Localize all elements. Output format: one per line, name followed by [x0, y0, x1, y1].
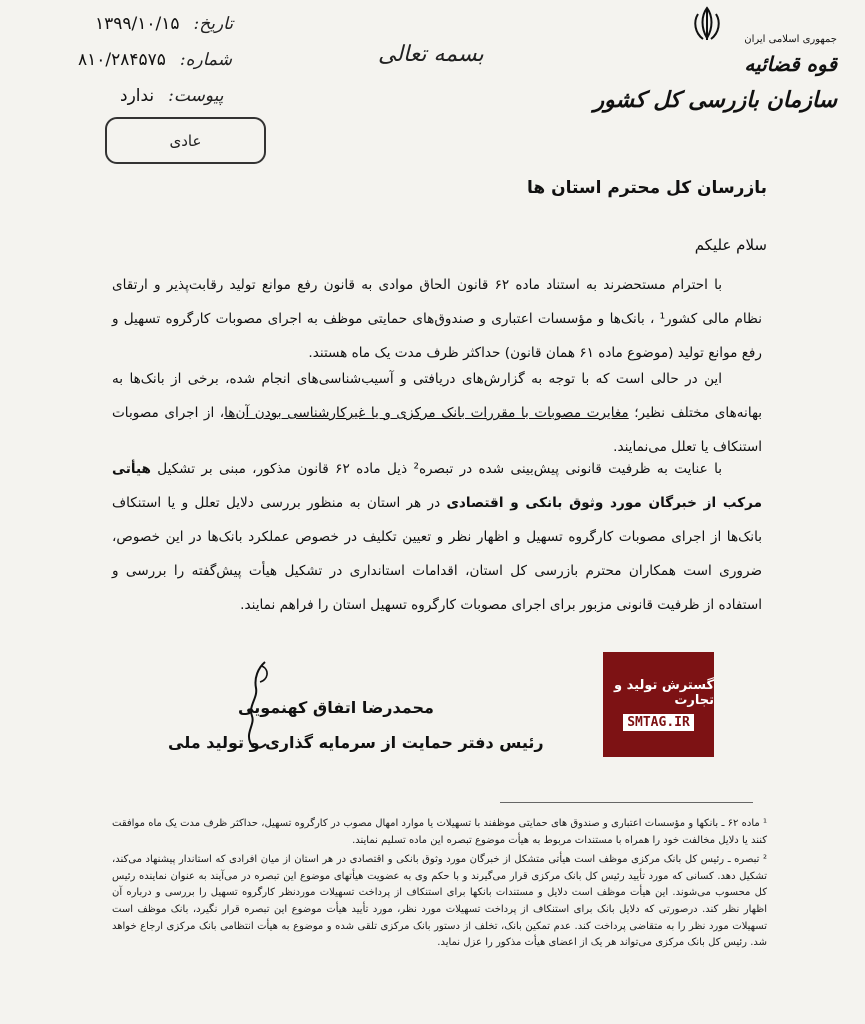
- paragraph-3: [112, 452, 762, 622]
- attachment-value: ندارد: [120, 86, 155, 106]
- paragraph-2: [112, 362, 762, 464]
- paragraph-3-bold: هیأتی مرکب از خبرگان مورد وثوق بانکی و اقتصادی: [112, 461, 762, 511]
- attachment-row: [120, 86, 223, 106]
- recipient: بازرسان کل محترم استان ها: [527, 178, 767, 198]
- footnotes: [112, 816, 767, 955]
- paragraph-3-start: با عنایت به ظرفیت قانونی پیش‌بینی شده در تبصره² ذیل ماده ۶۲ قانون مذکور، مبنی بر تشکیل: [150, 461, 722, 477]
- paragraph-3-end: در هر استان به منظور بررسی دلایل تعلل و یا استنکاف بانک‌ها از اجرای مصوبات کارگروه تسهیل و اظهار نظر و تعیین تکلیف در خصوص عملکرد بانک‌ها در این خصوص، ضروری است همکاران محترم بازرسی کل استان، اقدامات استانداری در تشکیل هیأت پیش‌گفته را بررسی و استفاده از ظرفیت قانونی مزبور برای اجرای مصوبات کارگروه تسهیل استان را فراهم نمایند.: [112, 495, 762, 613]
- org-name: سازمان بازرسی کل کشور: [593, 87, 837, 113]
- watermark-stamp: [603, 652, 714, 757]
- footnote-1: ¹ ماده ۶۲ ـ بانکها و مؤسسات اعتباری و صندوق های حمایتی موظفند با تسهیلات یا موارد امهال مصوب در کارگروه تسهیل، حداکثر ظرف مدت یک ماه موافقت کنند یا دلایل مخالفت خود را همراه با مستندات مربوط به هیأت موضوع تبصره این ماده تسلیم نمایند.: [112, 818, 768, 846]
- number-value: ۸۱۰/۲۸۴۵۷۵: [78, 50, 166, 70]
- paragraph-2-end: ، از اجرای مصوبات استنکاف یا تعلل می‌نمایند.: [112, 405, 762, 455]
- footnote-divider: [500, 802, 753, 803]
- paragraph-1-text: با احترام مستحضرند به استناد ماده ۶۲ قانون الحاق موادی به قانون رفع موانع تولید رقابت‌پذیر و ارتقای نظام مالی کشور¹ ، بانک‌ها و مؤسسات اعتباری و صندوق‌های حمایتی موظف به اجرای مصوبات کارگروه تسهیل و رفع موانع تولید (موضوع ماده ۶۱ همان قانون) حداکثر ظرف مدت یک ماه هستند.: [112, 277, 762, 361]
- greeting: سلام علیکم: [694, 236, 767, 254]
- number-row: [78, 50, 232, 70]
- stamp-title: گسترش تولید و تجارت: [614, 678, 714, 708]
- org-judiciary: قوه قضائیه: [744, 52, 837, 76]
- signatory-name: محمدرضا اتفاق کهنمویی: [238, 698, 434, 717]
- paragraph-2-underlined: مغایرت مصوبات با مقررات بانک مرکزی و یا غیرکارشناسی بودن آن‌ها: [224, 405, 629, 421]
- paragraph-1: [112, 268, 762, 370]
- footnote-2: ² تبصره ـ رئیس کل بانک مرکزی موظف است هیأتی متشکل از خبرگان مورد وثوق بانکی و اقتصادی در هر استان از میان افرادی که استاندار پیشنهاد می‌کند، تشکیل دهد. کسانی که مورد تأیید رئیس کل بانک مرکزی قرار می‌گیرند و با حکم وی به عضویت هیأتهای موضوع این تبصره در می‌آیند به عنوان نماینده رئیس کل محسوب می‌شوند. این هیأت موظف است دلایل و مستندات بانکها برای استنکاف از پرداخت تسهیلات موردنظر کارگروه تسهیل را بررسی و درباره آن اظهار نظر کند. درصورتی که دلایل بانک برای استنکاف از پرداخت تسهیلات مورد نظر، مورد تأیید هیأت موضوع این تبصره قرار نگیرد، بانک موظف است تسهیلات مورد نظر را به متقاضی پرداخت کند. عدم تمکین بانک، تخلف از دستور بانک مرکزی تلقی شده و موضوع به هیأت انتظامی بانک مرکزی ارجاع خواهد شد. رئیس کل بانک مرکزی می‌تواند هر یک از اعضای هیأت مذکور را عزل نماید.: [112, 854, 767, 949]
- bismillah: بسمه تعالی: [378, 42, 484, 67]
- org-country: جمهوری اسلامی ایران: [744, 34, 837, 45]
- date-row: [95, 14, 233, 34]
- paragraph-2-start: این در حالی است که با توجه به گزارش‌های دریافتی و آسیب‌شناسی‌های انجام شده، برخی از بانک‌ها به بهانه‌های مختلف نظیر؛: [112, 371, 763, 421]
- iran-emblem-icon: [690, 6, 724, 42]
- classification-box: عادی: [105, 117, 266, 164]
- attachment-label: پیوست:: [168, 86, 224, 106]
- date-value: ۱۳۹۹/۱۰/۱۵: [95, 14, 180, 34]
- number-label: شماره:: [179, 50, 233, 70]
- signatory-title: رئیس دفتر حمایت از سرمایه گذاری و تولید ملی: [168, 733, 544, 752]
- date-label: تاریخ:: [193, 14, 234, 34]
- stamp-url: SMTAG.IR: [623, 714, 694, 731]
